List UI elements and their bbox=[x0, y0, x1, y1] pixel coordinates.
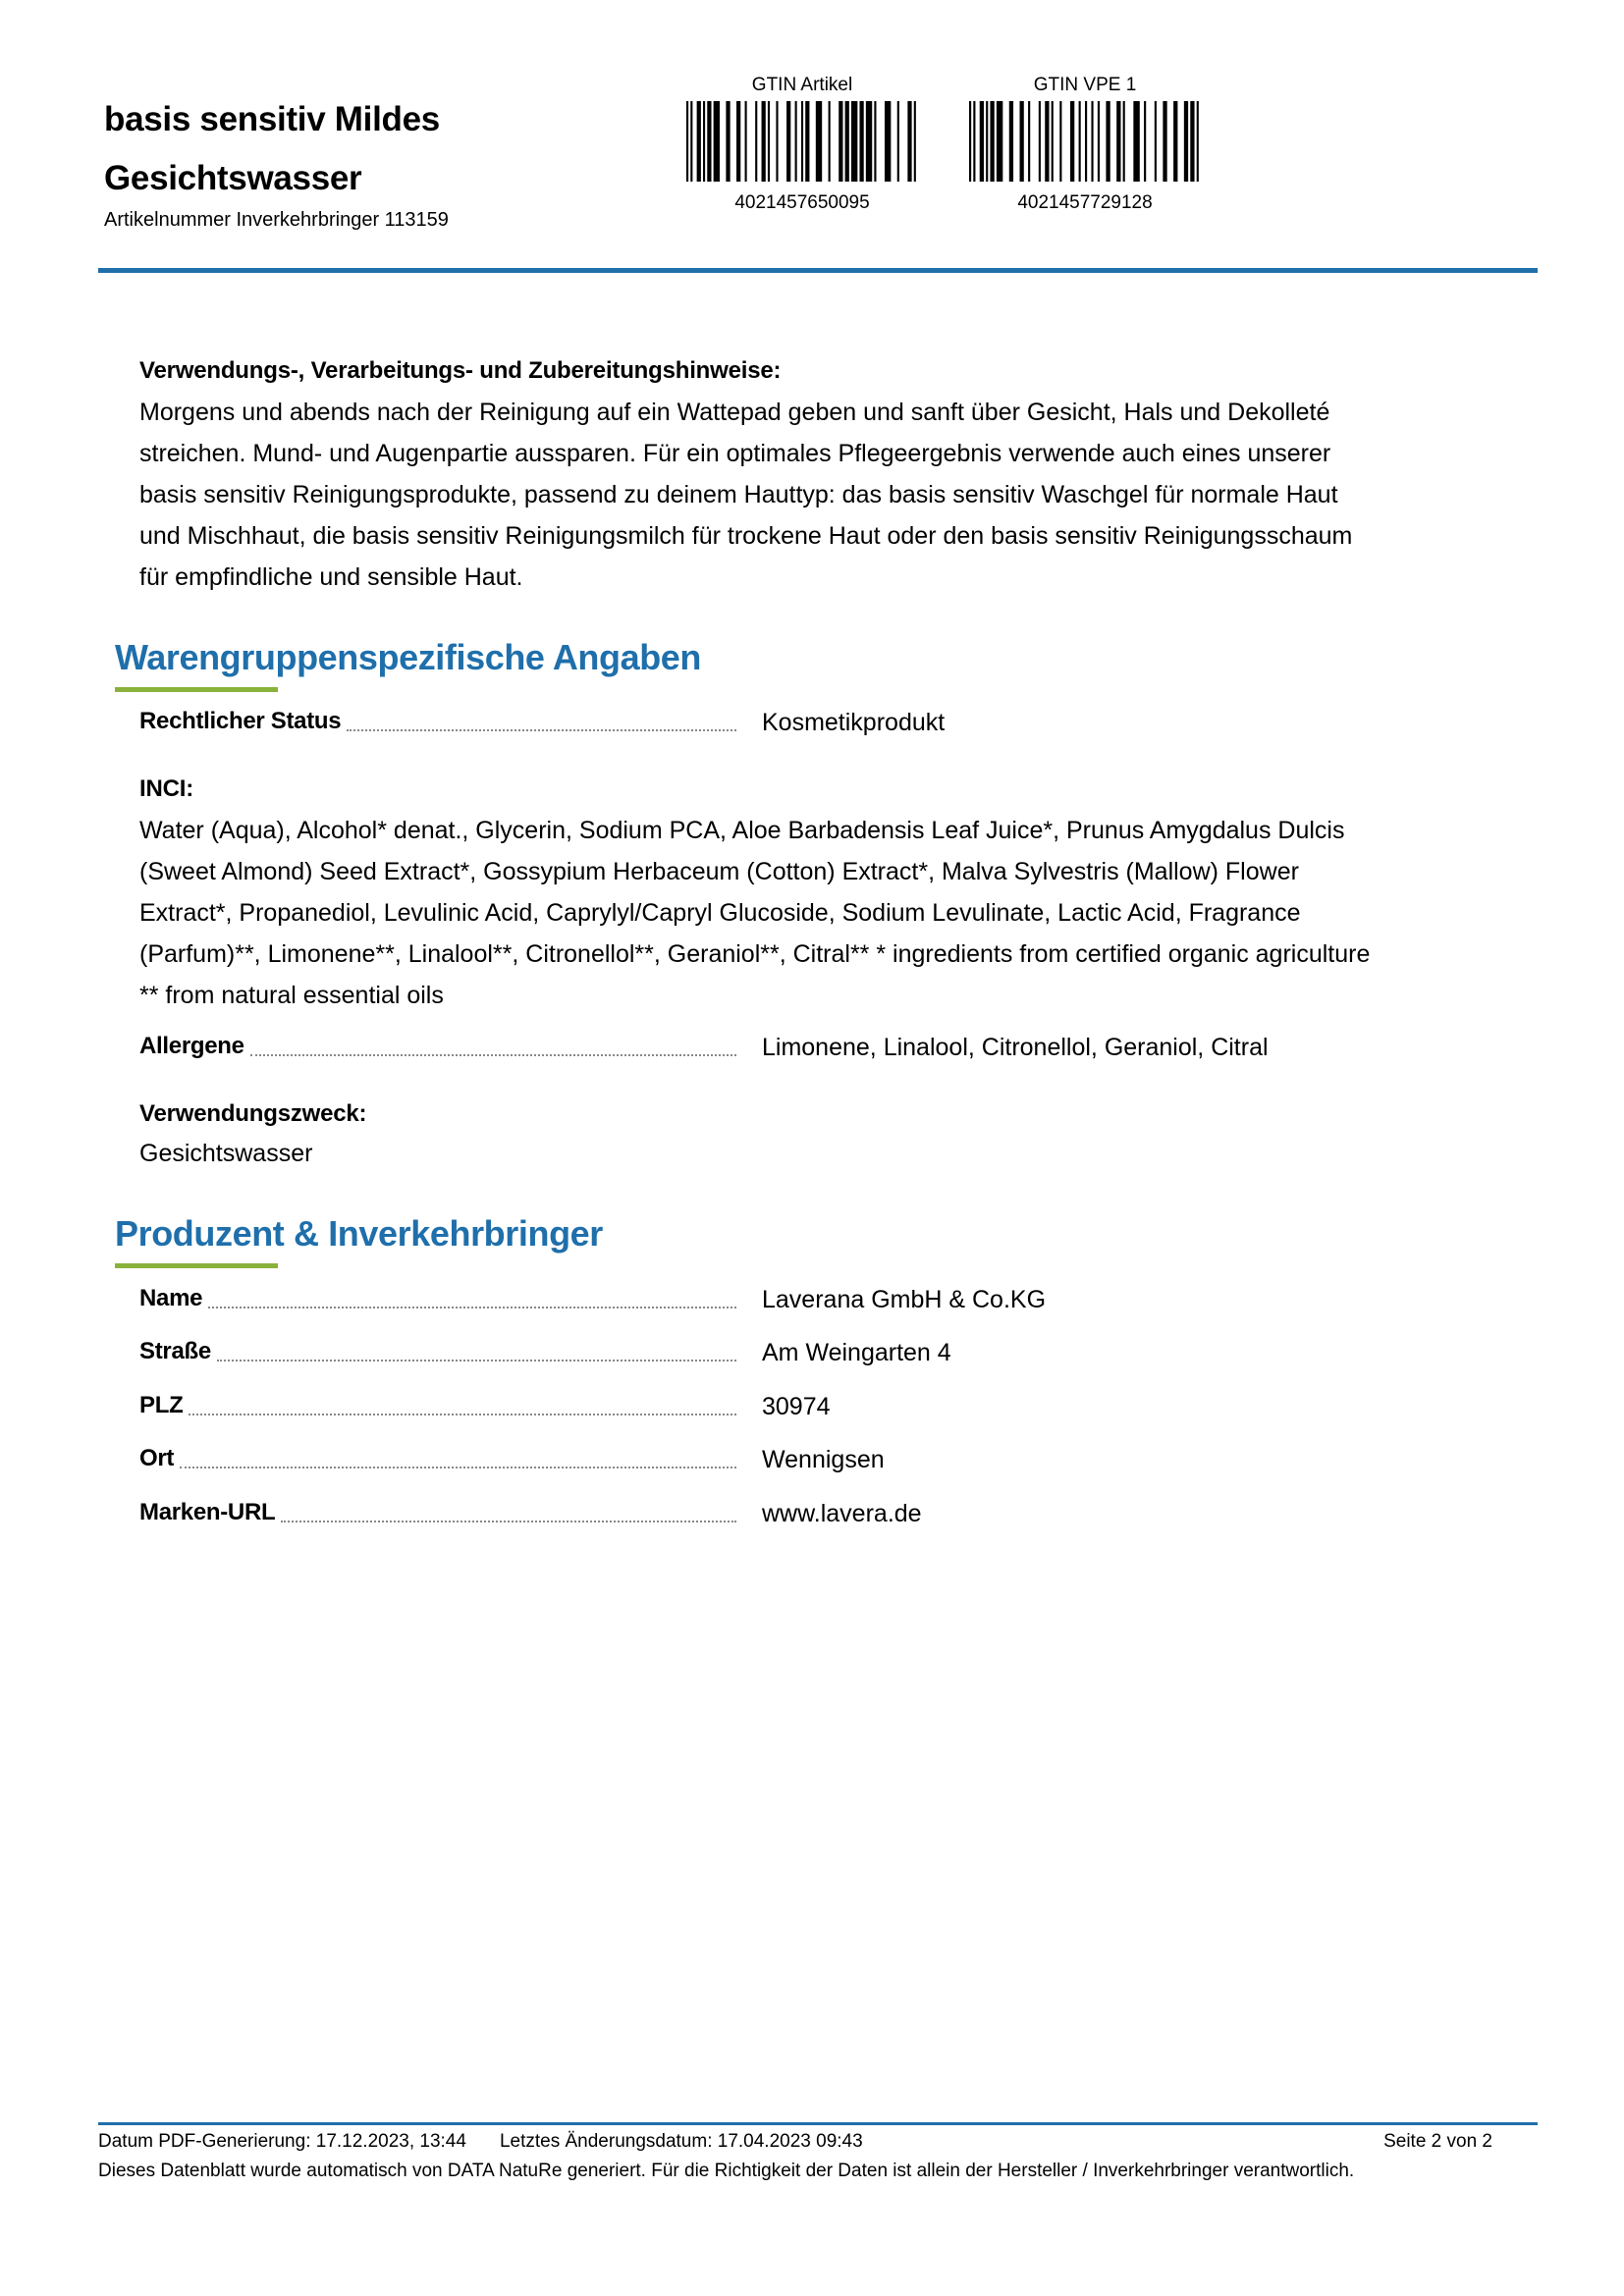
barcode-bar bbox=[1052, 101, 1054, 182]
field-value: Limonene, Linalool, Citronellol, Geraniol, Citral bbox=[762, 1034, 1269, 1061]
section-underline bbox=[115, 687, 278, 692]
section-underline bbox=[115, 1263, 278, 1268]
field-producer-city bbox=[139, 1442, 1416, 1481]
barcode-bar bbox=[839, 101, 842, 182]
barcode-bar bbox=[1079, 101, 1081, 182]
barcode-bar bbox=[1098, 101, 1100, 182]
barcode-bar bbox=[1070, 101, 1074, 182]
field-label: Straße bbox=[139, 1338, 211, 1364]
barcode-bar bbox=[697, 101, 701, 182]
footer-dates bbox=[98, 2130, 863, 2154]
barcode-label: GTIN VPE 1 bbox=[1033, 75, 1137, 95]
barcode-bar bbox=[768, 101, 770, 182]
barcode-bar bbox=[897, 101, 899, 182]
barcode-bar bbox=[1133, 101, 1139, 182]
barcode-bar bbox=[816, 101, 822, 182]
purpose-block bbox=[139, 1099, 1377, 1174]
article-number: Artikelnummer Inverkehrbringer 113159 bbox=[104, 209, 449, 231]
barcode-bar bbox=[829, 101, 831, 182]
field-producer-name bbox=[139, 1282, 1416, 1321]
barcode-bar bbox=[851, 101, 857, 182]
usage-heading: Verwendungs-, Verarbeitungs- und Zubereitungshinweise: bbox=[139, 357, 782, 384]
barcode-bar bbox=[726, 101, 730, 182]
leader-dots bbox=[189, 1414, 736, 1415]
field-label: Marken-URL bbox=[139, 1499, 276, 1525]
barcode-bar bbox=[1197, 101, 1199, 182]
field-value: Wennigsen bbox=[762, 1446, 885, 1473]
barcode-bar bbox=[1163, 101, 1166, 182]
barcode-bar bbox=[980, 101, 984, 182]
barcode-bar bbox=[690, 101, 692, 182]
usage-text: Morgens und abends nach der Reinigung auf ein Wattepad geben und sanft über Gesicht, Hals und Dekolleté streichen. Mund- und Augenpartie aussparen. Für ein optimales Pflegeergebnis verwende auch eines unserer basis sensitiv Reinigungsprodukte, passend zu deinem Hauttyp: das basis sensitiv Waschgel für normale Haut und Mischhaut, die basis sensitiv Reinigungsmilch für trockene Haut oder den basis sensitiv Reinigungsschaum für empfindliche und sensible Haut. bbox=[139, 399, 1353, 591]
barcode-bar bbox=[1106, 101, 1110, 182]
field-legal-status bbox=[139, 705, 1416, 744]
field-value: Kosmetikprodukt bbox=[762, 709, 946, 736]
barcode-bar bbox=[801, 101, 803, 182]
product-title: basis sensitiv Mildes Gesichtswasser bbox=[104, 100, 440, 197]
leader-dots bbox=[347, 729, 736, 731]
leader-dots bbox=[217, 1360, 736, 1362]
leader-dots bbox=[281, 1521, 736, 1522]
barcode-bar bbox=[859, 101, 863, 182]
field-value: Laverana GmbH & Co.KG bbox=[762, 1286, 1047, 1313]
change-date: Letztes Änderungsdatum: 17.04.2023 09:43 bbox=[499, 2131, 863, 2152]
field-allergens bbox=[139, 1030, 1416, 1069]
barcode-bar bbox=[907, 101, 911, 182]
field-brand-url bbox=[139, 1496, 1416, 1535]
field-label: Allergene bbox=[139, 1033, 244, 1059]
barcode-bar bbox=[795, 101, 797, 182]
leader-dots bbox=[208, 1307, 736, 1308]
barcode-label: GTIN Artikel bbox=[751, 75, 853, 95]
section-heading-product-group: Warengruppenspezifische Angaben bbox=[115, 637, 702, 677]
barcode-bar bbox=[776, 101, 778, 182]
barcode-bar bbox=[845, 101, 849, 182]
inci-block bbox=[139, 774, 1377, 1016]
barcode-bar bbox=[1091, 101, 1093, 182]
barcode-bar bbox=[1173, 101, 1177, 182]
barcode-bar bbox=[1184, 101, 1188, 182]
barcode-number: 4021457650095 bbox=[734, 192, 870, 213]
barcode-bar bbox=[736, 101, 740, 182]
barcode-bar bbox=[762, 101, 766, 182]
field-label: Rechtlicher Status bbox=[139, 708, 342, 734]
barcode-bar bbox=[986, 101, 988, 182]
barcode-bar bbox=[805, 101, 809, 182]
inci-text: Water (Aqua), Alcohol* denat., Glycerin, Sodium PCA, Aloe Barbadensis Leaf Juice*, Prunus Amygdalus Dulcis (Sweet Almond) Seed Extract*, Gossypium Herbaceum (Cotton) Extract*, Malva Sylvestris (Mallow) Flower Extract*, Propanediol, Levulinic Acid, Caprylyl/Capryl Glucoside, Sodium Levulinate, Lactic Acid, Fragrance (Parfum)**, Limonene**, Linalool**, Citronellol**, Geraniol**, Citral** * ingredients from certified organic agriculture ** from natural essential oils bbox=[139, 817, 1371, 1009]
barcode-gtin-vpe bbox=[967, 75, 1203, 214]
barcode-bar bbox=[1155, 101, 1157, 182]
purpose-heading: Verwendungszweck: bbox=[139, 1100, 367, 1127]
barcode-bar bbox=[1085, 101, 1087, 182]
leader-dots bbox=[250, 1054, 736, 1056]
barcode-bar bbox=[973, 101, 975, 182]
section-heading-producer: Produzent & Inverkehrbringer bbox=[115, 1213, 603, 1254]
barcode-bar bbox=[1009, 101, 1013, 182]
barcode-gtin-article bbox=[684, 75, 920, 214]
barcode-bar bbox=[969, 101, 971, 182]
barcode-bar bbox=[745, 101, 747, 182]
page-number: Seite 2 von 2 bbox=[1383, 2131, 1492, 2152]
barcode-bar bbox=[714, 101, 720, 182]
barcode-bar bbox=[703, 101, 705, 182]
barcode-bars bbox=[686, 101, 918, 182]
barcode-bars bbox=[969, 101, 1201, 182]
purpose-text: Gesichtswasser bbox=[139, 1140, 313, 1167]
field-label: PLZ bbox=[139, 1392, 184, 1418]
barcode-bar bbox=[707, 101, 711, 182]
field-value: Am Weingarten 4 bbox=[762, 1339, 951, 1366]
barcode-bar bbox=[885, 101, 891, 182]
barcode-bar bbox=[1045, 101, 1049, 182]
barcode-bar bbox=[786, 101, 790, 182]
barcode-bar bbox=[874, 101, 876, 182]
footer-divider bbox=[98, 2122, 1538, 2125]
field-producer-street bbox=[139, 1335, 1416, 1374]
barcode-bar bbox=[1123, 101, 1125, 182]
barcode-bar bbox=[755, 101, 757, 182]
footer-disclaimer: Dieses Datenblatt wurde automatisch von DATA NatuRe generiert. Für die Richtigkeit der Daten ist allein der Hersteller / Inverkehrbringer verantwortlich. bbox=[98, 2161, 1355, 2181]
barcode-bar bbox=[686, 101, 688, 182]
barcode-bar bbox=[1028, 101, 1030, 182]
generation-date: Datum PDF-Generierung: 17.12.2023, 13:44 bbox=[98, 2131, 466, 2152]
inci-heading: INCI: bbox=[139, 775, 193, 802]
barcode-bar bbox=[1190, 101, 1194, 182]
barcode-bar bbox=[866, 101, 872, 182]
header-divider bbox=[98, 268, 1538, 273]
field-value: 30974 bbox=[762, 1393, 831, 1420]
barcode-number: 4021457729128 bbox=[1017, 192, 1153, 213]
barcode-bar bbox=[914, 101, 916, 182]
barcode-bar bbox=[1116, 101, 1120, 182]
field-producer-zip bbox=[139, 1389, 1416, 1428]
field-label: Ort bbox=[139, 1445, 175, 1471]
barcode-bar bbox=[1059, 101, 1061, 182]
barcode-bar bbox=[997, 101, 1002, 182]
barcode-bar bbox=[990, 101, 994, 182]
barcode-bar bbox=[1039, 101, 1041, 182]
field-value: www.lavera.de bbox=[762, 1500, 922, 1527]
barcode-bar bbox=[1019, 101, 1023, 182]
usage-instructions bbox=[139, 356, 1377, 598]
leader-dots bbox=[180, 1467, 736, 1468]
field-label: Name bbox=[139, 1285, 203, 1311]
barcode-bar bbox=[1144, 101, 1146, 182]
